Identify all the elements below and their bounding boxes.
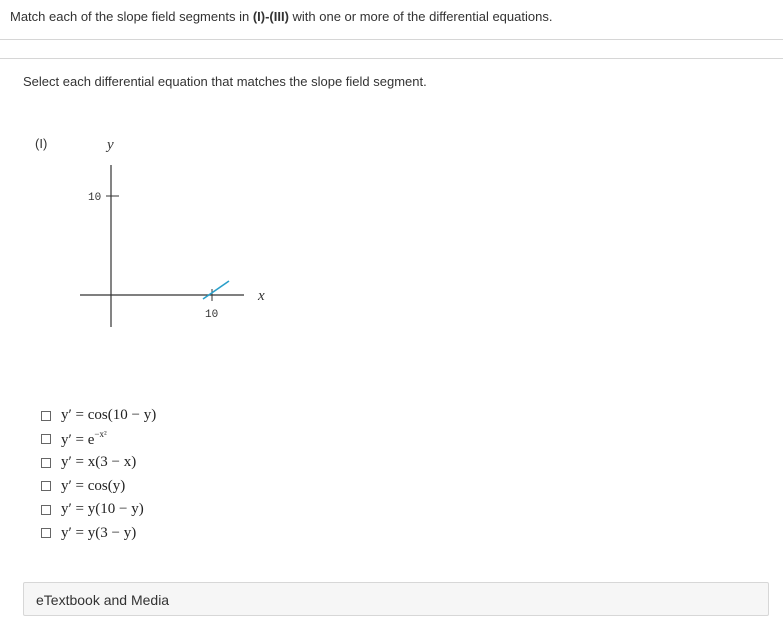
choice-1-checkbox[interactable] (41, 411, 51, 421)
choice-5-lhs: y′ (61, 501, 76, 518)
y-axis-label: y (107, 137, 114, 153)
choice-3-lhs: y′ (61, 454, 76, 471)
choice-4-rhs: = cos(y) (75, 477, 126, 494)
choice-2[interactable] (41, 428, 156, 452)
choice-4[interactable] (41, 475, 156, 499)
choice-6-checkbox[interactable] (41, 528, 51, 538)
slope-segment (203, 281, 229, 299)
choice-2-lhs: y′ (61, 432, 76, 449)
x-axis-label: x (258, 288, 265, 304)
etextbook-media-label: eTextbook and Media (36, 592, 170, 608)
choice-1-rhs: = cos(10 − y) (75, 407, 157, 424)
y-tick-label: 10 (88, 192, 102, 204)
choice-3-rhs: = x(3 − x) (75, 454, 137, 471)
choice-3[interactable] (41, 451, 156, 475)
choice-5-equation (61, 501, 144, 518)
etextbook-media-button[interactable] (23, 582, 769, 616)
choice-5[interactable] (41, 498, 156, 522)
instructions-post: with one or more of the differential equations. (288, 9, 553, 24)
choice-1-lhs: y′ (61, 407, 76, 424)
choice-6[interactable] (41, 522, 156, 546)
part-label: (I) (35, 136, 48, 151)
choice-2-checkbox[interactable] (41, 434, 51, 444)
choice-4-equation (61, 478, 125, 495)
choice-4-lhs: y′ (61, 477, 76, 494)
instructions-range: (I)-(III) (252, 9, 289, 24)
x-tick-label: 10 (205, 309, 219, 321)
choice-3-equation (61, 454, 136, 471)
choice-6-lhs: y′ (61, 524, 76, 541)
choice-3-checkbox[interactable] (41, 458, 51, 468)
choice-2-equation (61, 429, 107, 449)
choice-6-rhs: = y(3 − y) (75, 524, 137, 541)
choice-list (41, 404, 156, 545)
choice-5-checkbox[interactable] (41, 505, 51, 515)
choice-2-rhs: = e (75, 432, 95, 449)
choice-2-exponent: −x² (94, 429, 107, 440)
choice-6-equation (61, 525, 136, 542)
question-prompt: Select each differential equation that matches the slope field segment. (23, 74, 427, 89)
choice-1[interactable] (41, 404, 156, 428)
choice-5-rhs: = y(10 − y) (75, 501, 144, 518)
instructions-pre: Match each of the slope field segments in (10, 9, 253, 24)
choice-4-checkbox[interactable] (41, 481, 51, 491)
choice-1-equation (61, 407, 156, 424)
